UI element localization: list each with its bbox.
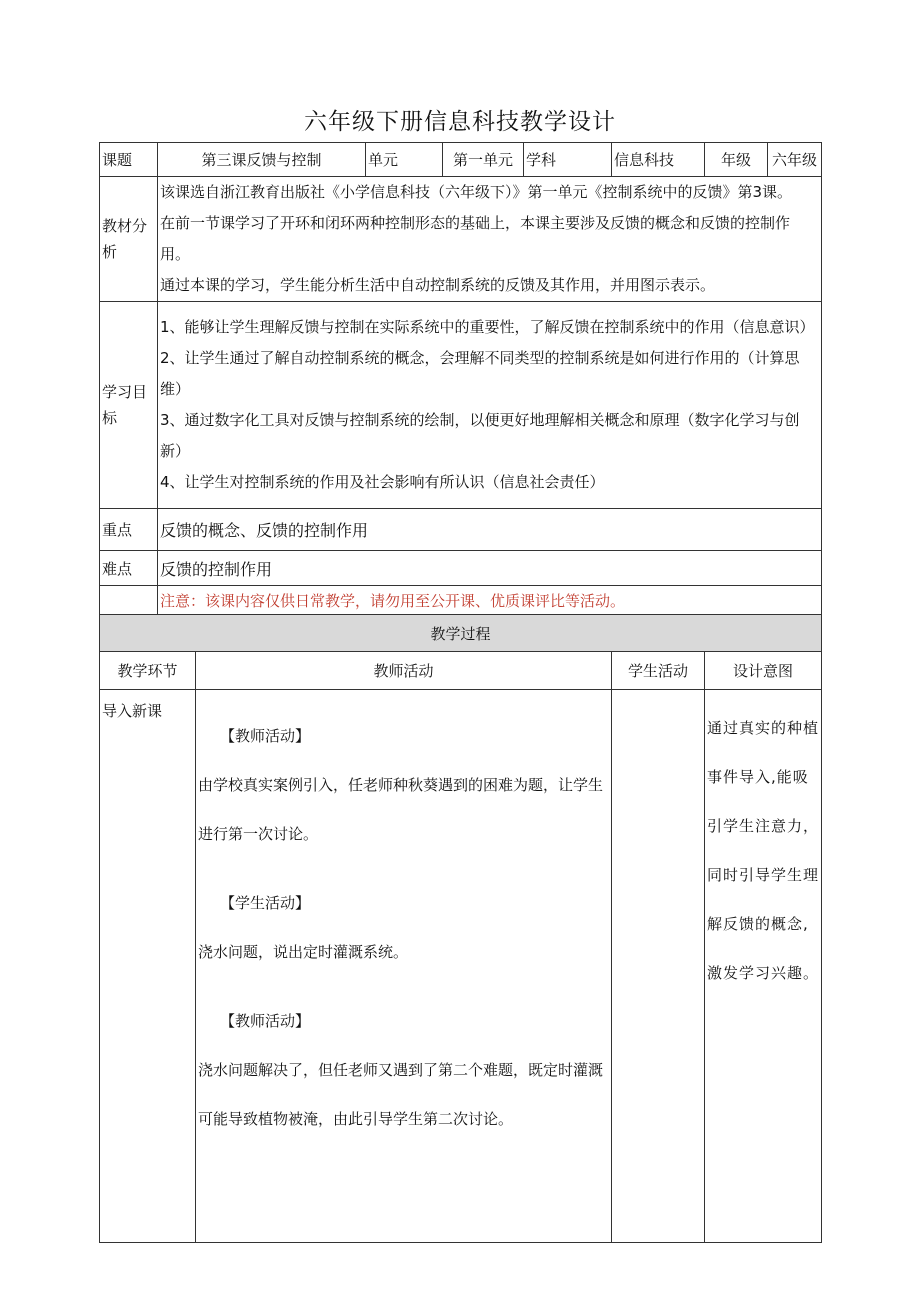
analysis-label: 教材分析 bbox=[100, 177, 158, 302]
key-point-value: 反馈的概念、反馈的控制作用 bbox=[158, 509, 822, 551]
activity-tag: 【学生活动】 bbox=[220, 894, 311, 912]
header-student: 学生活动 bbox=[612, 652, 705, 690]
meta-row bbox=[100, 143, 822, 177]
stage-cell: 导入新课 bbox=[100, 690, 196, 1243]
process-title-row bbox=[100, 615, 822, 652]
teacher-activity-cell bbox=[196, 690, 612, 1243]
unit-value: 第一单元 bbox=[443, 143, 524, 177]
topic-value: 第三课反馈与控制 bbox=[158, 143, 366, 177]
analysis-line: 在前一节课学习了开环和闭环两种控制形态的基础上，本课主要涉及反馈的概念和反馈的控制作用。 bbox=[160, 214, 791, 263]
grade-label: 年级 bbox=[705, 143, 768, 177]
header-stage: 教学环节 bbox=[100, 652, 196, 690]
activity-tag: 【教师活动】 bbox=[220, 1012, 311, 1030]
analysis-content bbox=[158, 177, 822, 302]
key-point-label: 重点 bbox=[100, 509, 158, 551]
goal-item: 4、让学生对控制系统的作用及社会影响有所认识（信息社会责任） bbox=[160, 473, 605, 491]
difficulty-value: 反馈的控制作用 bbox=[158, 551, 822, 586]
topic-label: 课题 bbox=[100, 143, 158, 177]
goals-content bbox=[158, 302, 822, 509]
analysis-line: 通过本课的学习，学生能分析生活中自动控制系统的反馈及其作用，并用图示表示。 bbox=[160, 276, 716, 294]
activity-text: 由学校真实案例引入，任老师种秋葵遇到的困难为题，让学生进行第一次讨论。 bbox=[198, 776, 604, 843]
lesson-plan-table bbox=[99, 142, 822, 1243]
goals-label: 学习目标 bbox=[100, 302, 158, 509]
goal-item: 1、能够让学生理解反馈与控制在实际系统中的重要性，了解反馈在控制系统中的作用（信息意识） bbox=[160, 318, 815, 336]
header-intent: 设计意图 bbox=[705, 652, 822, 690]
subject-value: 信息科技 bbox=[612, 143, 705, 177]
notice-blank-cell bbox=[100, 586, 158, 615]
process-title: 教学过程 bbox=[100, 615, 822, 652]
activity-text: 浇水问题解决了，但任老师又遇到了第二个难题，既定时灌溉可能导致植物被淹，由此引导学生第二次讨论。 bbox=[198, 1061, 604, 1128]
difficulty-row bbox=[100, 551, 822, 586]
unit-label: 单元 bbox=[366, 143, 443, 177]
analysis-line: 该课选自浙江教育出版社《小学信息科技（六年级下）》第一单元《控制系统中的反馈》第3课。 bbox=[160, 183, 793, 201]
subject-label: 学科 bbox=[524, 143, 612, 177]
activity-text: 浇水问题，说出定时灌溉系统。 bbox=[198, 943, 409, 961]
header-teacher: 教师活动 bbox=[196, 652, 612, 690]
student-activity-cell bbox=[612, 690, 705, 1243]
notice-text: 注意：该课内容仅供日常教学，请勿用至公开课、优质课评比等活动。 bbox=[158, 586, 822, 615]
difficulty-label: 难点 bbox=[100, 551, 158, 586]
notice-row bbox=[100, 586, 822, 615]
goal-item: 3、通过数字化工具对反馈与控制系统的绘制，以便更好地理解相关概念和原理（数字化学习与创新） bbox=[160, 411, 800, 460]
document-title: 六年级下册信息科技教学设计 bbox=[304, 109, 616, 135]
goals-row bbox=[100, 302, 822, 509]
activity-tag: 【教师活动】 bbox=[220, 727, 311, 745]
grade-value: 六年级 bbox=[768, 143, 822, 177]
process-header-row bbox=[100, 652, 822, 690]
analysis-row bbox=[100, 177, 822, 302]
process-row bbox=[100, 690, 822, 1243]
design-intent-cell: 通过真实的种植事件导入,能吸引学生注意力，同时引导学生理解反馈的概念,激发学习兴趣。 bbox=[705, 690, 822, 1243]
key-point-row bbox=[100, 509, 822, 551]
goal-item: 2、让学生通过了解自动控制系统的概念，会理解不同类型的控制系统是如何进行作用的（计算思维） bbox=[160, 349, 800, 398]
